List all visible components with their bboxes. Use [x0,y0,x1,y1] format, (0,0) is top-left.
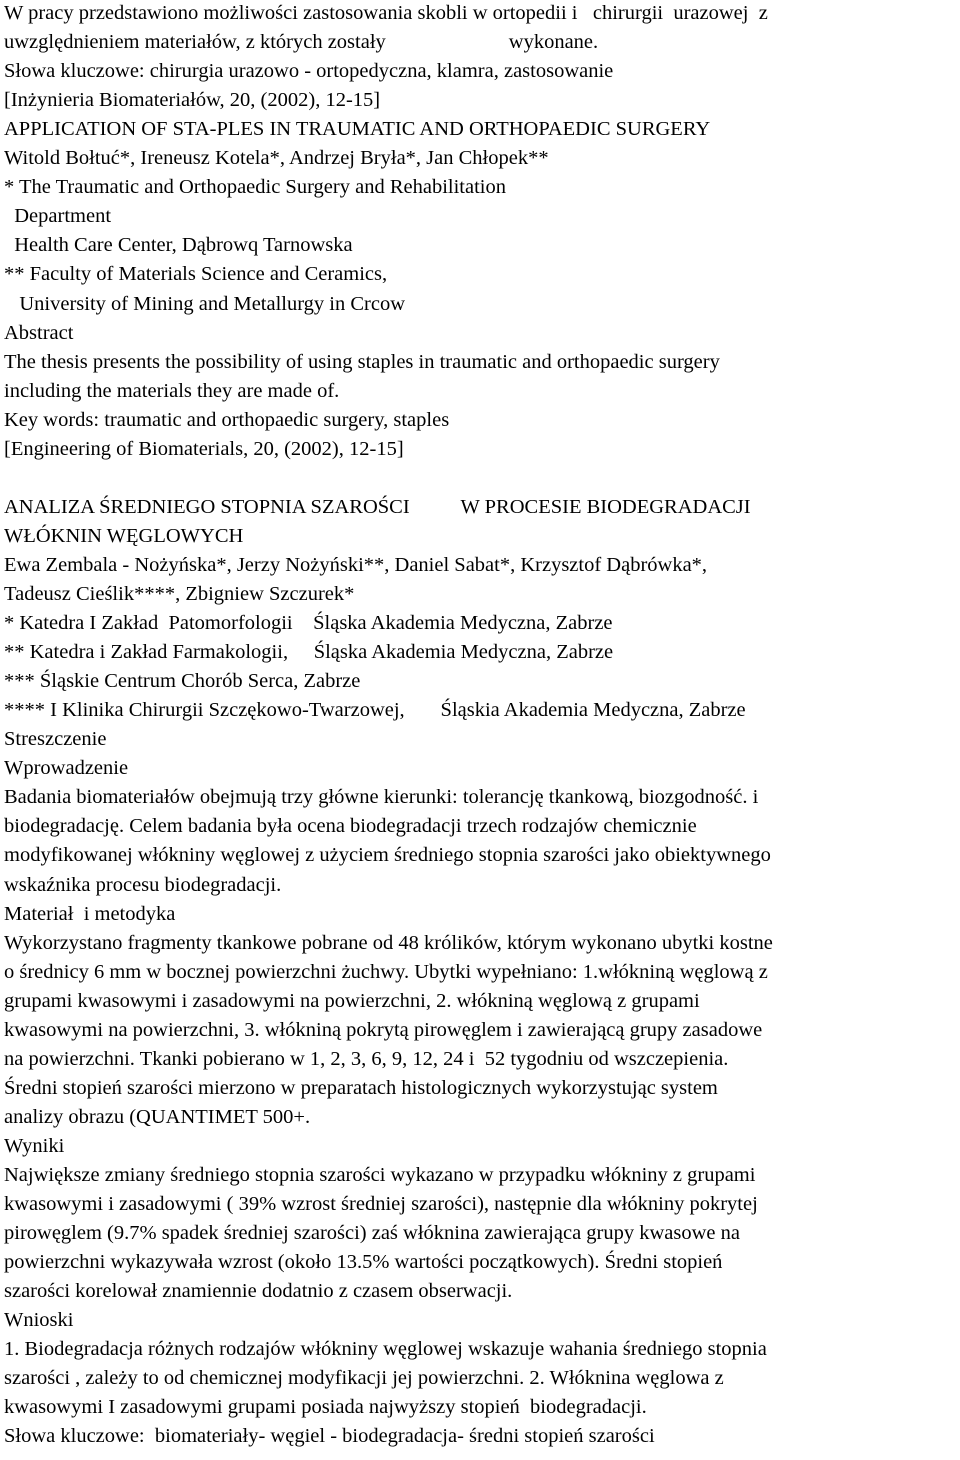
text-line: *** Śląskie Centrum Chorób Serca, Zabrze [4,670,361,693]
text-line: biodegradację. Celem badania była ocena biodegradacji trzech rodzajów chemicznie [4,815,697,838]
text-line: analizy obrazu (QUANTIMET 500+. [4,1105,311,1128]
text-line: The thesis presents the possibility of using staples in traumatic and orthopaedic surgery [4,350,720,373]
text-line: [Inżynieria Biomateriałów, 20, (2002), 12-15] [4,89,381,112]
text-line: APPLICATION OF STA-PLES IN TRAUMATIC AND ORTHOPAEDIC SURGERY [4,118,711,141]
text-line: Wprowadzenie [4,757,129,780]
text-line: Wykorzystano fragmenty tkankowe pobrane od 48 królików, którym wykonano ubytki kostne [4,931,773,954]
text-line: * The Traumatic and Orthopaedic Surgery and Rehabilitation [4,176,506,199]
text-line: Średni stopień szarości mierzono w preparatach histologicznych wykorzystując system [4,1076,718,1099]
text-line: Największe zmiany średniego stopnia szarości wykazano w przypadku włókniny z grupami [4,1164,756,1186]
text-line: Ewa Zembala - Nożyńska*, Jerzy Nożyński**, Daniel Sabat*, Krzysztof Dąbrówka*, [4,553,708,576]
text-line: szarości , zależy to od chemicznej modyfikacji jej powierzchni. 2. Włóknina węglowa z [4,1367,724,1390]
text-line: Health Care Center, Dąbrowq Tarnowska [4,234,353,257]
text-line: * Katedra I Zakład Patomorfologii Śląska Akademia Medyczna, Zabrze [4,612,613,635]
text-line: **** I Klinika Chirurgii Szczękowo-Twarzowej, Śląskia Akademia Medyczna, Zabrze [4,699,746,722]
text-line: ** Katedra i Zakład Farmakologii, Śląska Akademia Medyczna, Zabrze [4,641,614,664]
text-line: W pracy przedstawiono możliwości zastosowania skobli w ortopedii i chirurgii urazowej z [4,2,768,24]
text-line: ** Faculty of Materials Science and Ceramics, [4,263,388,286]
text-line: pirowęglem (9.7% spadek średniej szarości) zaś włóknina zawierająca grupy kwasowe na [4,1222,741,1245]
text-line: Key words: traumatic and orthopaedic surgery, staples [4,408,450,431]
text-line: kwasowymi i zasadowymi ( 39% wzrost średniej szarości), następnie dla włókniny pokrytej [4,1193,758,1216]
text-line: Wyniki [4,1134,65,1157]
text-line: szarości korelował znamiennie dodatnio z czasem obserwacji. [4,1280,513,1303]
blank-line [4,464,960,493]
text-line: Materiał i metodyka [4,902,176,925]
text-line: uwzględnieniem materiałów, z których zostały wykonane. [4,31,599,54]
text-line: Wnioski [4,1309,74,1332]
text-line: Department [4,205,112,228]
text-line: including the materials they are made of. [4,379,340,402]
text-line: Witold Bołtuć*, Ireneusz Kotela*, Andrzej Bryła*, Jan Chłopek** [4,147,549,170]
text-line: ANALIZA ŚREDNIEGO STOPNIA SZAROŚCI W PROCESIE BIODEGRADACJI [4,495,751,518]
text-line: Słowa kluczowe: biomateriały- węgiel - biodegradacja- średni stopień szarości [4,1425,655,1448]
text-line: grupami kwasowymi i zasadowymi na powierzchni, 2. włókniną węglową z grupami [4,989,700,1012]
text-line: Badania biomateriałów obejmują trzy główne kierunki: tolerancję tkankową, biozgodność. i [4,786,759,809]
text-line: Tadeusz Cieślik****, Zbigniew Szczurek* [4,583,355,605]
text-line: o średnicy 6 mm w bocznej powierzchni żuchwy. Ubytki wypełniano: 1.włókniną węglową z [4,960,768,983]
text-line: University of Mining and Metallurgy in Crcow [4,292,406,315]
text-line: modyfikowanej włókniny węglowej z użyciem średniego stopnia szarości jako obiektywnego [4,844,771,867]
text-line: kwasowymi na powierzchni, 3. włókniną pokrytą pirowęglem i zawierającą grupy zasadowe [4,1018,763,1041]
text-line: Abstract [4,321,74,344]
text-line: powierzchni wykazywała wzrost (około 13.5% wartości początkowych). Średni stopień [4,1251,723,1274]
text-line: WŁÓKNIN WĘGLOWYCH [4,524,244,547]
text-line: na powierzchni. Tkanki pobierano w 1, 2, 3, 6, 9, 12, 24 i 52 tygodniu od wszczepienia. [4,1047,729,1070]
text-line: 1. Biodegradacja różnych rodzajów włókniny węglowej wskazuje wahania średniego stopnia [4,1338,767,1361]
text-line: wskaźnika procesu biodegradacji. [4,873,282,896]
text-line: Słowa kluczowe: chirurgia urazowo - ortopedyczna, klamra, zastosowanie [4,60,614,83]
text-line: kwasowymi I zasadowymi grupami posiada najwyższy stopień biodegradacji. [4,1396,647,1419]
text-line: Streszczenie [4,728,107,751]
text-line: [Engineering of Biomaterials, 20, (2002), 12-15] [4,437,404,460]
